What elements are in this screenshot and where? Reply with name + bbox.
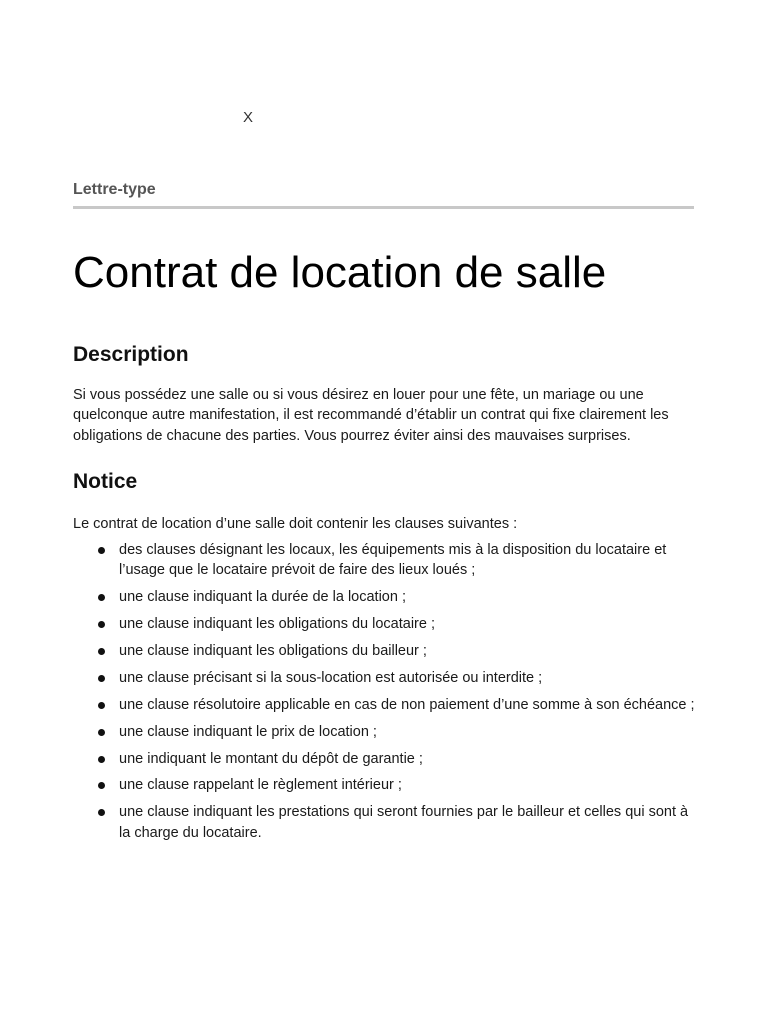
list-item-text: une clause indiquant le prix de location ;	[119, 723, 377, 740]
bullet-icon	[98, 594, 105, 601]
list-item	[73, 749, 703, 769]
bullet-icon	[98, 809, 105, 816]
bullet-icon	[98, 621, 105, 628]
list-item-text: une indiquant le montant du dépôt de garantie ;	[119, 750, 423, 767]
list-item	[73, 641, 703, 661]
page-title: Contrat de location de salle	[73, 248, 607, 297]
list-item-text: une clause indiquant les obligations du locataire ;	[119, 616, 435, 633]
bullet-icon	[98, 756, 105, 763]
bullet-icon	[98, 648, 105, 655]
document-category: Lettre-type	[73, 181, 156, 198]
list-item	[73, 587, 703, 607]
description-heading: Description	[73, 343, 189, 366]
list-item	[73, 802, 703, 843]
bullet-icon	[98, 675, 105, 682]
list-item	[73, 722, 703, 742]
list-item	[73, 668, 703, 688]
list-item	[73, 540, 703, 581]
close-icon[interactable]: X	[243, 109, 254, 126]
bullet-icon	[98, 547, 105, 554]
list-item-text: une clause rappelant le règlement intérieur ;	[119, 777, 402, 794]
bullet-icon	[98, 729, 105, 736]
list-item-text: une clause indiquant les prestations qui seront fournies par le bailleur et celles qui sont à la charge du locataire.	[119, 804, 689, 841]
notice-heading: Notice	[73, 470, 138, 493]
bullet-icon	[98, 702, 105, 709]
list-item	[73, 695, 703, 715]
list-item-text: une clause résolutoire applicable en cas de non paiement d’une somme à son échéance ;	[119, 696, 695, 713]
notice-intro: Le contrat de location d’une salle doit contenir les clauses suivantes :	[73, 516, 518, 532]
list-item	[73, 775, 703, 795]
list-item-text: une clause indiquant les obligations du bailleur ;	[119, 642, 427, 659]
description-text: Si vous possédez une salle ou si vous désirez en louer pour une fête, un mariage ou une quelconque autre manifestation, il est recommandé d’établir un contrat qui fixe clairement les obligations de chacune des parties. Vous pourrez éviter ainsi des mauvaises surprises.	[73, 387, 669, 444]
list-item-text: une clause indiquant la durée de la location ;	[119, 589, 406, 606]
category-divider	[73, 206, 694, 209]
bullet-icon	[98, 782, 105, 789]
list-item	[73, 614, 703, 634]
clause-list	[73, 540, 703, 850]
list-item-text: une clause précisant si la sous-location est autorisée ou interdite ;	[119, 669, 543, 686]
list-item-text: des clauses désignant les locaux, les équipements mis à la disposition du locataire et l’usage que le locataire prévoit de faire des lieux loués ;	[119, 542, 667, 579]
